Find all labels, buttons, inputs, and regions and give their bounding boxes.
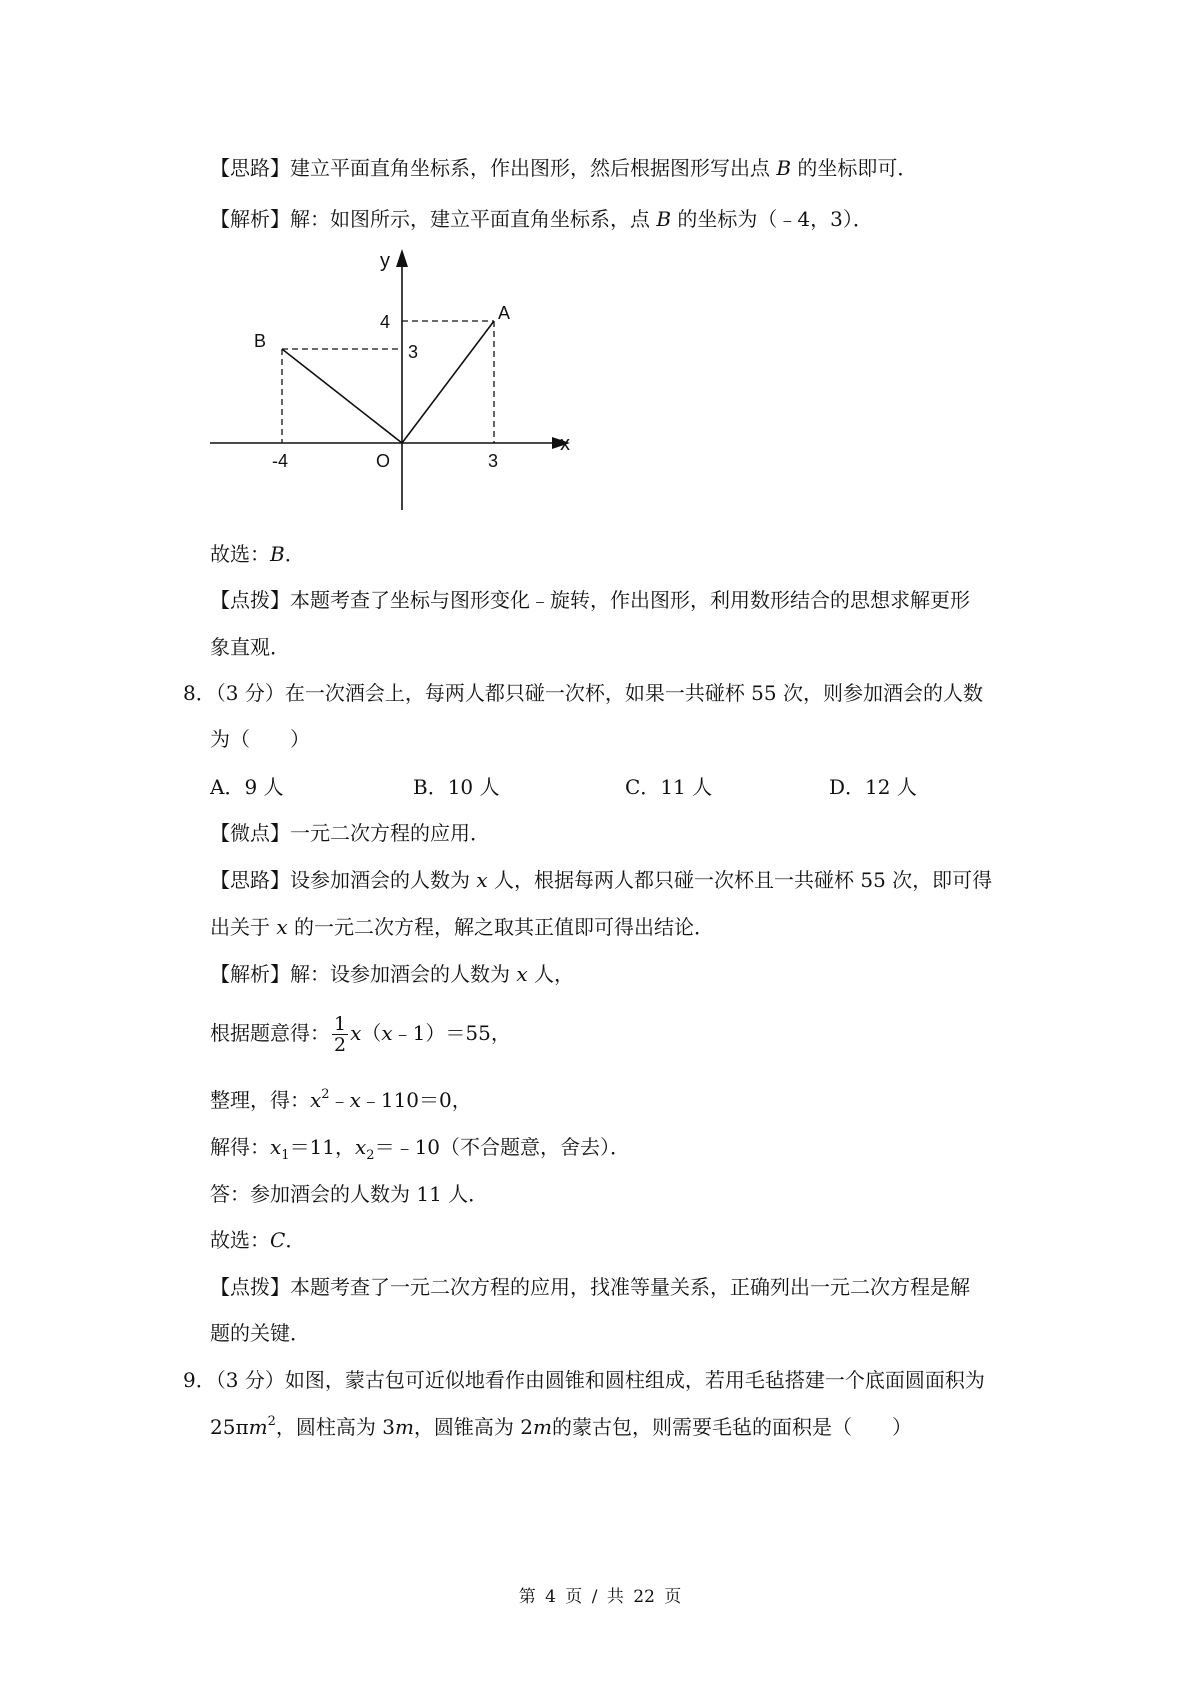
q8-weidian: 【微点】一元二次方程的应用． [210,821,490,845]
coordinate-figure [200,245,580,515]
q8-silu-line1: 【思路】设参加酒会的人数为 x 人，根据每两人都只碰一次杯且一共碰杯 55 次，即可得 [210,868,993,892]
tick-label-x3: 3 [488,451,499,471]
q7-silu: 【思路】建立平面直角坐标系，作出图形，然后根据图形写出点 B 的坐标即可． [210,156,918,180]
half-fraction: $\frac{1}{2}$ [334,1013,347,1056]
q7-answer: 故选：B． [210,542,305,566]
tick-label-x-neg4: -4 [272,451,289,471]
q7-jiexi: 【解析】解：如图所示，建立平面直角坐标系，点 B 的坐标为（﹣4，3）． [210,207,873,231]
origin-label: O [376,451,391,471]
q7-dianbo-line2: 象直观． [210,635,290,659]
point-a-label: A [498,303,511,323]
q8-silu-line2: 出关于 x 的一元二次方程，解之取其正值即可得出结论． [210,915,714,939]
q8-stem-line1: 8．（3 分）在一次酒会上，每两人都只碰一次杯，如果一共碰杯 55 次，则参加酒会的人数 [183,681,983,705]
q8-dianbo-line1: 【点拨】本题考查了一元二次方程的应用，找准等量关系，正确列出一元二次方程是解 [210,1275,970,1299]
q8-stem-line2: 为（ ） [210,727,310,751]
q9-stem-line2: $25\pi m^2$，圆柱高为 3m，圆锥高为 2m的蒙古包，则需要毛毡的面积是（ ） [210,1414,912,1439]
tick-label-y4: 4 [380,312,391,332]
page-footer: 第 4 页 / 共 22 页 [518,1587,682,1607]
q8-answer: 故选：C． [210,1228,306,1252]
q8-number: 8． [183,681,216,705]
y-axis-arrow [396,249,408,267]
q8-equation-3: 解得：$x_1=11$，$x_2=﹣10$（不合题意，舍去）． [210,1135,631,1163]
q8-equation-2: 整理，得：$x^2﹣x﹣110=0$， [210,1087,472,1112]
q8-equation-1: 根据题意得： $\frac{1}{2}$ x（x﹣1）＝55， [210,1013,511,1056]
q8-dianbo-line2: 题的关键． [210,1321,310,1345]
q8-option-b: B．10 人 [413,775,500,799]
x-axis-label: x [560,433,570,455]
point-b-label: B [254,331,267,351]
q9-number: 9． [183,1368,216,1392]
segment-ob [282,349,402,443]
q8-jiexi: 【解析】解：设参加酒会的人数为 x 人， [210,962,574,986]
tick-label-y3: 3 [408,342,419,362]
q8-option-c: C．11 人 [625,775,713,799]
q8-option-a: A．9 人 [210,775,284,799]
segment-oa [402,321,494,443]
q8-da: 答：参加酒会的人数为 11 人． [210,1182,489,1206]
q9-stem-line1: 9．（3 分）如图，蒙古包可近似地看作由圆锥和圆柱组成，若用毛毡搭建一个底面圆面积为 [183,1368,985,1392]
q8-option-d: D．12 人 [829,775,917,799]
y-axis-label: y [380,250,390,272]
q7-dianbo-line1: 【点拨】本题考查了坐标与图形变化﹣旋转，作出图形，利用数形结合的思想求解更形 [210,588,970,612]
